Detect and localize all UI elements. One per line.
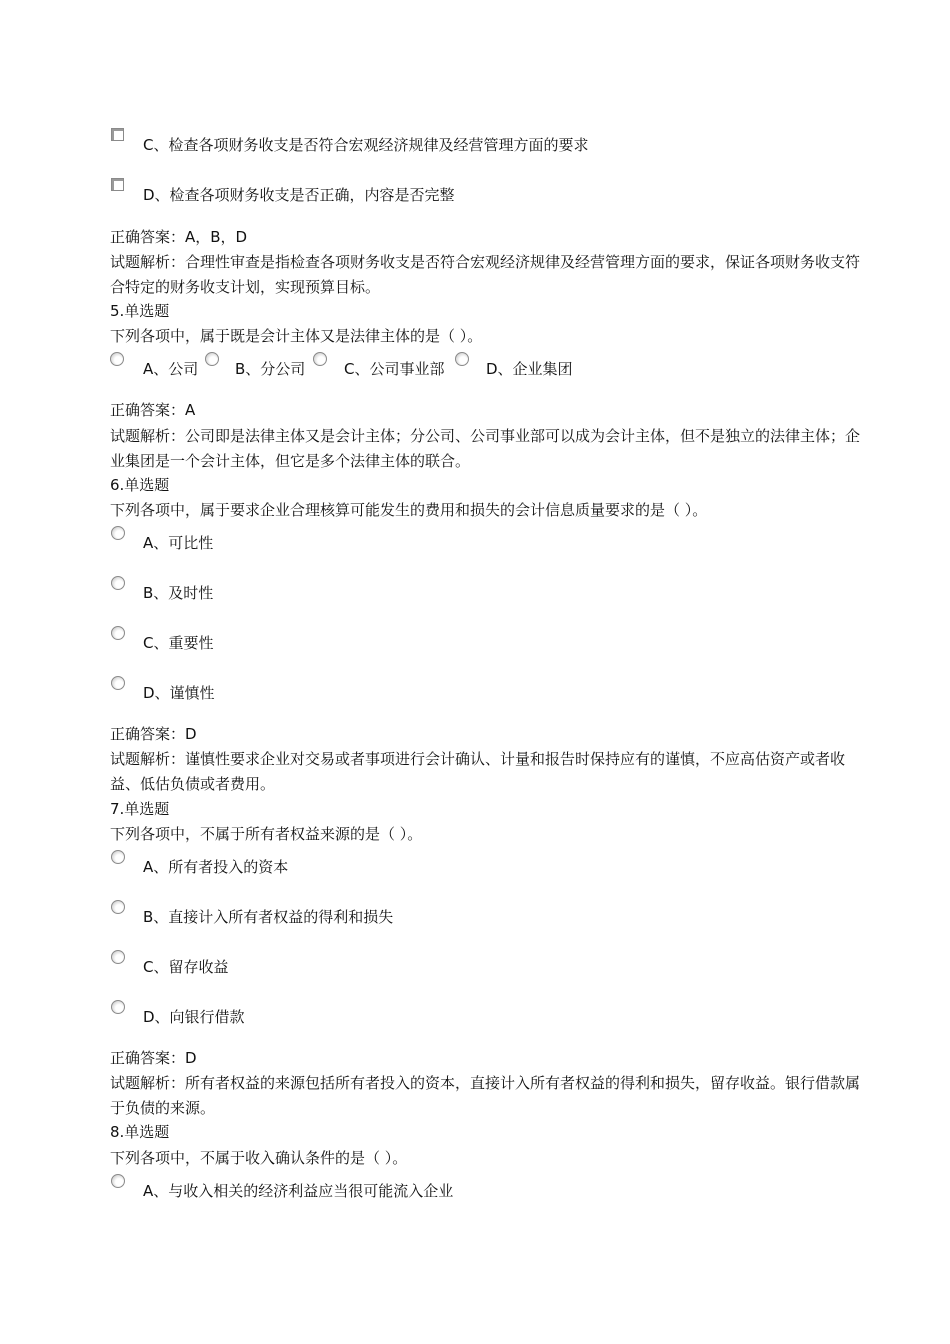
q6-question: 下列各项中，属于要求企业合理核算可能发生的费用和损失的会计信息质量要求的是（ ）。 [110, 501, 708, 519]
q8-question: 下列各项中，不属于收入确认条件的是（ ）。 [110, 1149, 408, 1167]
option-label: A、与收入相关的经济利益应当很可能流入企业 [143, 1182, 454, 1200]
q4-option-d[interactable] [110, 178, 810, 204]
q7-correct-answer: 正确答案：D [110, 1049, 197, 1067]
radio-icon[interactable] [111, 1000, 125, 1014]
q7-question: 下列各项中，不属于所有者权益来源的是（ ）。 [110, 825, 423, 843]
q6-option-b[interactable] [110, 576, 510, 602]
q6-option-a[interactable] [110, 526, 510, 552]
radio-icon[interactable] [111, 576, 125, 590]
option-label: A、公司 [143, 360, 199, 378]
radio-icon[interactable] [111, 950, 125, 964]
option-label: B、直接计入所有者权益的得利和损失 [143, 908, 394, 926]
checkbox-icon[interactable] [111, 178, 124, 191]
option-label: B、分公司 [235, 360, 306, 378]
q8-option-a[interactable] [110, 1174, 710, 1200]
radio-icon[interactable] [110, 352, 124, 366]
q5-options [110, 352, 870, 378]
q5-analysis: 试题解析：公司即是法律主体又是会计主体；分公司、公司事业部可以成为会计主体，但不是独立的法律主体；企业集团是一个会计主体，但它是多个法律主体的联合。 [110, 427, 861, 470]
q6-option-d[interactable] [110, 676, 510, 702]
radio-icon[interactable] [111, 1174, 125, 1188]
option-label: B、及时性 [143, 584, 214, 602]
radio-icon[interactable] [111, 900, 125, 914]
q5-correct-answer: 正确答案：A [110, 401, 196, 419]
checkbox-icon[interactable] [111, 128, 124, 141]
option-label: A、所有者投入的资本 [143, 858, 289, 876]
radio-icon[interactable] [313, 352, 327, 366]
option-label: C、重要性 [143, 634, 214, 652]
q5-option-d[interactable] [455, 352, 595, 378]
q4-option-c[interactable] [110, 128, 810, 154]
q8-type: 8.单选题 [110, 1123, 170, 1141]
option-label: C、检查各项财务收支是否符合宏观经济规律及经营管理方面的要求 [143, 136, 589, 154]
option-label: D、检查各项财务收支是否正确，内容是否完整 [143, 186, 455, 204]
option-label: C、公司事业部 [344, 360, 445, 378]
option-label: D、谨慎性 [143, 684, 215, 702]
radio-icon[interactable] [205, 352, 219, 366]
q6-option-c[interactable] [110, 626, 510, 652]
q6-type: 6.单选题 [110, 476, 170, 494]
radio-icon[interactable] [455, 352, 469, 366]
q7-analysis: 试题解析：所有者权益的来源包括所有者投入的资本，直接计入所有者权益的得利和损失，留存收益。银行借款属于负债的来源。 [110, 1074, 861, 1117]
q6-correct-answer: 正确答案：D [110, 725, 197, 743]
q5-question: 下列各项中，属于既是会计主体又是法律主体的是（ ）。 [110, 327, 483, 345]
option-label: D、向银行借款 [143, 1008, 245, 1026]
option-label: C、留存收益 [143, 958, 229, 976]
q4-analysis: 试题解析：合理性审查是指检查各项财务收支是否符合宏观经济规律及经营管理方面的要求，保证各项财务收支符合特定的财务收支计划，实现预算目标。 [110, 253, 861, 296]
radio-icon[interactable] [111, 850, 125, 864]
q7-option-d[interactable] [110, 1000, 610, 1026]
q5-option-b[interactable] [205, 352, 315, 378]
option-label: D、企业集团 [486, 360, 573, 378]
q5-option-a[interactable] [110, 352, 220, 378]
radio-icon[interactable] [111, 676, 125, 690]
q6-analysis: 试题解析：谨慎性要求企业对交易或者事项进行会计确认、计量和报告时保持应有的谨慎，不应高估资产或者收益、低估负债或者费用。 [110, 750, 846, 793]
q4-correct-answer: 正确答案：A，B，D [110, 228, 248, 246]
option-label: A、可比性 [143, 534, 214, 552]
q5-type: 5.单选题 [110, 302, 170, 320]
q5-option-c[interactable] [313, 352, 453, 378]
q7-option-a[interactable] [110, 850, 610, 876]
radio-icon[interactable] [111, 626, 125, 640]
radio-icon[interactable] [111, 526, 125, 540]
q7-option-b[interactable] [110, 900, 610, 926]
q7-option-c[interactable] [110, 950, 610, 976]
q7-type: 7.单选题 [110, 800, 170, 818]
